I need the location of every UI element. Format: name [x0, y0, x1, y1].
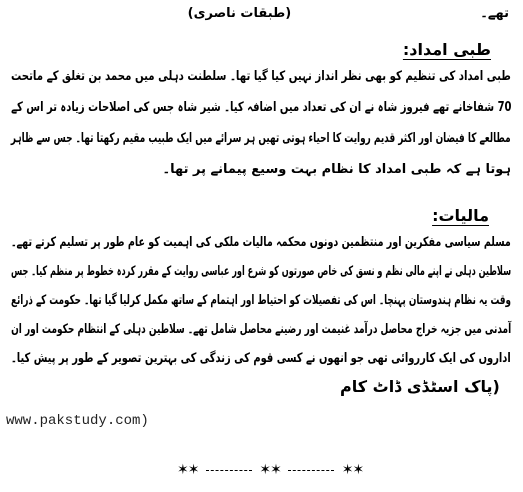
- dash-divider: [288, 470, 334, 471]
- heading-medical-aid: طبی امداد:: [402, 40, 491, 59]
- stars-right: ✶✶: [341, 462, 364, 478]
- dash-divider: [206, 470, 252, 471]
- finance-line-1: مسلم سیاسی مفکرین اور منتظمین دونوں محکمہ مالیات ملکی کی اہمیت کو عام طور پر تسلیم کرتے تھے۔: [11, 235, 511, 250]
- medical-line-4: ہوتا ہے کہ طبی امداد کا نظام بہت وسیع پیمانے پر تھا۔: [162, 162, 511, 177]
- medical-line-2: 70 شفاخانے تھے فیروز شاہ نے ان کی تعداد میں اضافہ کیا۔ شیر شاہ جس کی اصلاحات زیادہ تر اس کے: [10, 100, 511, 115]
- medical-line-1: طبی امداد کی تنظیم کو بھی نظر انداز نہیں کیا گیا تھا۔ سلطنت دہلی میں محمد بن تغلق کے ماتحت: [11, 69, 511, 84]
- finance-line-4: آمدنی میں جزیہ خراج محاصل درآمد غنیمت اور رضینے محاصل شامل تھے۔ سلاطین دہلی کے انتظام حکومت اور ان: [10, 322, 511, 337]
- heading-finance: مالیات:: [432, 206, 489, 225]
- stars-mid: ✶✶: [259, 462, 281, 478]
- stars-left: ✶✶: [177, 462, 199, 478]
- medical-line-3: مطالعے کا فیضان اور اکثر قدیم روایت کا احیاء ہوتی تھیں ہر سرائے میں ایک طبیب مقیم رکھتا تھا۔ جس سے ظاہر: [11, 131, 511, 146]
- top-word: تھے۔: [480, 6, 509, 21]
- finance-line-3: وقت یہ نظام ہندوستان پہنچا۔ اس کی تفصیلات کو احتیاط اور اہتمام کے ساتھ مکمل کرلیا گیا تھا۔ حکومت کے ذرائع: [11, 293, 511, 308]
- watermark-urdu: (پاک اسٹڈی ڈاٹ کام: [340, 377, 500, 396]
- footer-ornament: [175, 462, 365, 478]
- finance-line-2: سلاطین دہلی نے اپنے مالی نظم و نسق کی خاص صورتوں کو شرع اور عباسی روایت کے مقرر کردہ خطوط پر منظم کیا۔ جس: [10, 264, 511, 279]
- website-url: www.pakstudy.com): [6, 413, 149, 429]
- citation: (طبقات ناصری): [187, 6, 292, 21]
- finance-line-5: اداروں کی ایک کارروائی تھی جو انھوں نے کسی قوم کی زندگی کی بہترین تصویر کے طور پر پیش کیا۔: [11, 351, 511, 366]
- top-line: [188, 6, 509, 21]
